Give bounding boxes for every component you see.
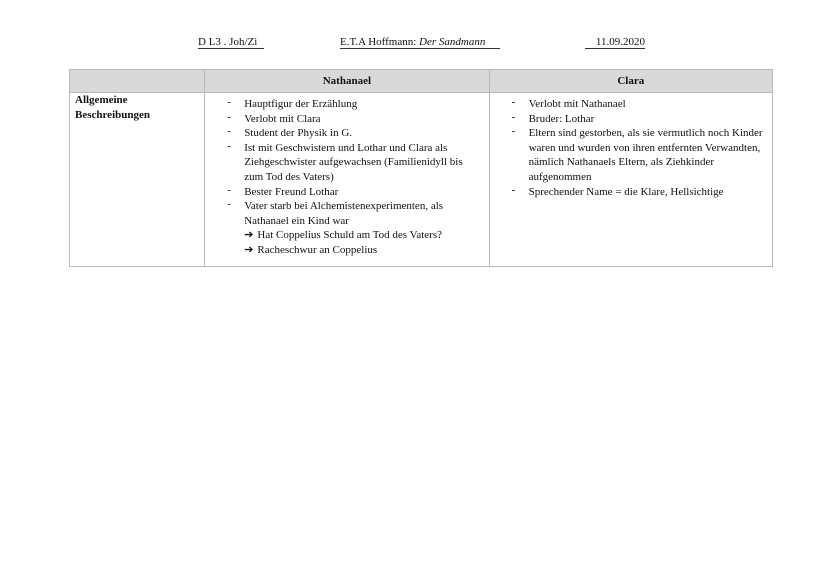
list-item (512, 185, 766, 200)
list-item-text: Hauptfigur der Erzählung (244, 98, 358, 110)
list-item-text: Verlobt mit Clara (244, 112, 321, 125)
list-item-text: Vater starb bei Alchemistenexperimenten, als Nathanael ein Kind war (244, 200, 444, 227)
document-title (340, 36, 500, 49)
list-item (227, 97, 482, 112)
dash-icon: - (227, 139, 231, 152)
header-clara: Clara (489, 70, 772, 93)
document-date: 11.09.2020 (585, 36, 645, 49)
page-header (0, 36, 828, 50)
clara-list (512, 97, 766, 199)
list-item (512, 97, 766, 112)
nathanael-list (227, 97, 482, 228)
dash-icon: - (227, 125, 231, 138)
title-work: Der Sandmann (419, 36, 486, 48)
list-item-text: Bruder: Lothar (528, 112, 595, 125)
list-item-text: Bester Freund Lothar (244, 185, 339, 198)
title-prefix: E.T.A Hoffmann: (340, 36, 420, 48)
list-item (227, 185, 482, 200)
arrow-note (227, 243, 482, 258)
row-label-general (70, 93, 205, 267)
list-item-text: Student der Physik in G. (244, 127, 353, 140)
dash-icon: - (511, 96, 516, 108)
list-item-text: Ist mit Geschwistern und Lothar und Clara als Ziehgeschwister aufgewachsen (Familienidyll bis zum Tod des Vaters) (244, 141, 463, 183)
list-item (512, 112, 766, 127)
list-item (227, 141, 482, 185)
list-item-text: Eltern sind gestorben, als sie vermutlich noch Kinder waren und wurden von ihren entfernten Verwandten, nämlich Nathanaels Eltern, als Ziehkinder aufgenommen (528, 127, 763, 183)
row-label-line: Beschreibungen (75, 108, 150, 121)
table-row (70, 93, 773, 267)
arrow-note-text: Racheschwur an Coppelius (257, 243, 378, 256)
right-arrow-icon: ➔ (244, 229, 254, 242)
dash-icon: - (227, 198, 231, 211)
list-item (227, 199, 482, 228)
row-label-line: Allgemeine (75, 94, 128, 106)
list-item-text: Verlobt mit Nathanael (528, 98, 626, 110)
dash-icon: - (227, 183, 231, 196)
right-arrow-icon: ➔ (244, 243, 254, 256)
dash-icon: - (227, 96, 231, 108)
list-item (512, 126, 766, 184)
course-code: D L3 . Joh/Zi (198, 36, 264, 49)
dash-icon: - (511, 183, 516, 196)
dash-icon: - (511, 110, 516, 123)
header-nathanael: Nathanael (205, 70, 489, 93)
clara-cell (489, 93, 772, 267)
arrow-note (227, 228, 482, 243)
arrow-note-text: Hat Coppelius Schuld am Tod des Vaters? (257, 229, 442, 242)
list-item (227, 126, 482, 141)
dash-icon: - (227, 110, 231, 123)
nathanael-cell (205, 93, 489, 267)
character-table (69, 69, 773, 267)
header-empty-cell (70, 70, 205, 93)
table-header-row (70, 70, 773, 93)
list-item-text: Sprechender Name = die Klare, Hellsichtige (528, 185, 724, 198)
dash-icon: - (511, 125, 516, 138)
list-item (227, 112, 482, 127)
